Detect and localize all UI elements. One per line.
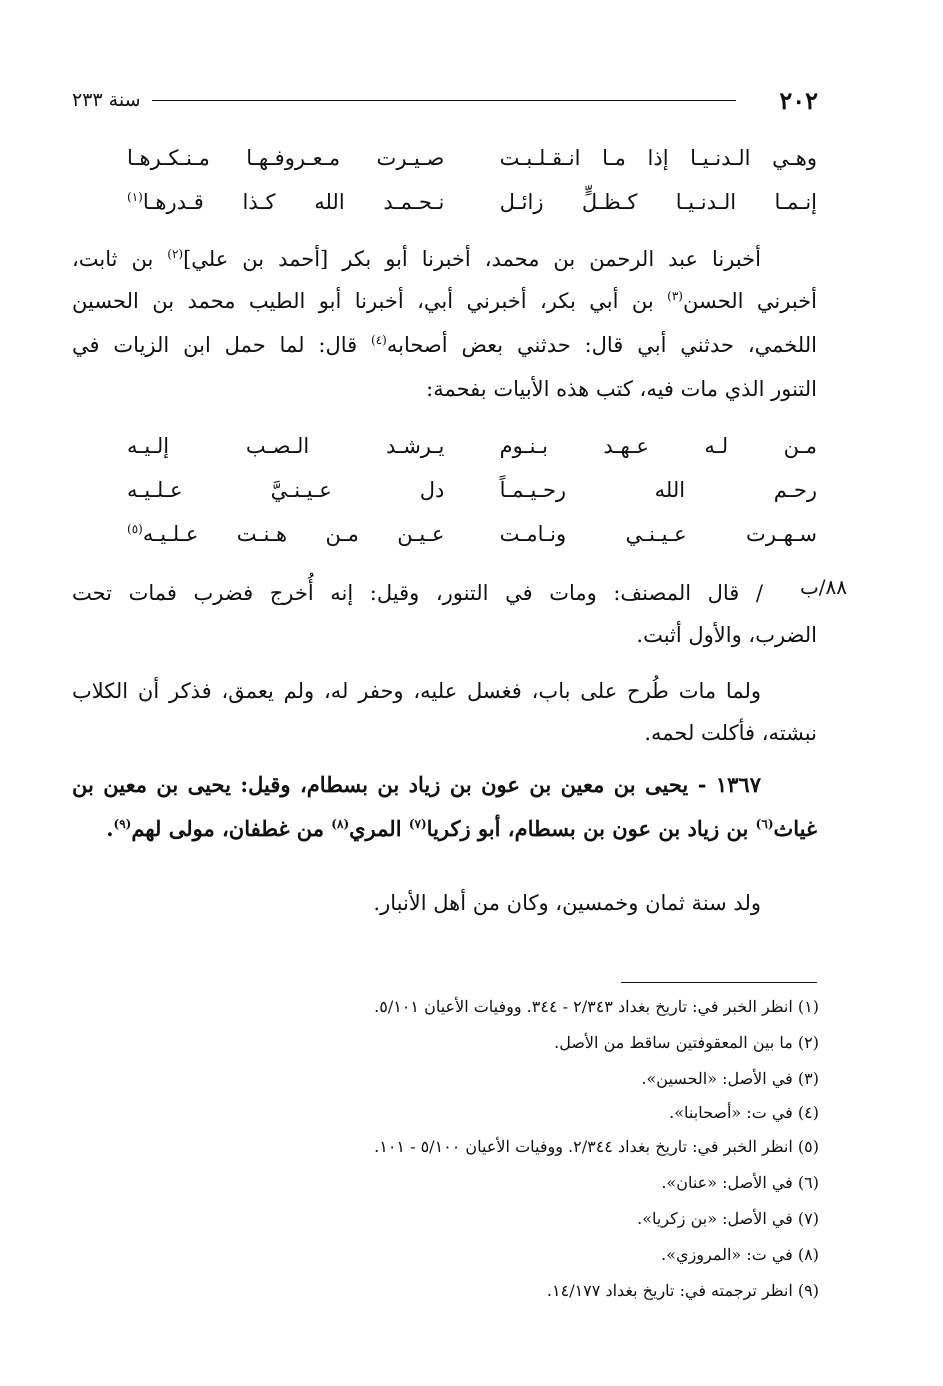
footnote: (٨) في ت: «المروزي». (661, 1245, 819, 1264)
text: التنور الذي مات فيه، كتب هذه الأبيات بفحمة: (426, 377, 817, 401)
verse-hemistich-first: مـن لـه عـهـد بـنـوم (499, 434, 817, 458)
verse-line (127, 190, 817, 224)
verse-hemistich-second (127, 522, 444, 556)
footnote: (٤) في ت: «أصحابنا». (669, 1103, 819, 1122)
text-line: نبشته، فأكلت لحمه. (644, 721, 817, 745)
text: من غطفان، مولى لهم (131, 816, 332, 841)
footnote-marker: (٦) (755, 817, 774, 831)
verse-line (127, 434, 817, 468)
footnote: (٩) انظر ترجمته في: تاريخ بغداد ١٤/١٧٧. (546, 1281, 819, 1300)
footnote-marker: (٨) (331, 817, 350, 831)
running-head: سنة ٢٣٣ (72, 89, 141, 111)
text-line: الضرب، والأول أثبت. (636, 623, 817, 647)
text: بن أبي بكر، أخبرني أبي، أخبرنا أبو الطيب محمد بن الحسين (72, 289, 668, 313)
verse-line (127, 478, 817, 512)
footnote-marker: (٩) (113, 817, 132, 831)
verse-hemistich-second: يـرشـد الـصـب إلـيـه (127, 434, 445, 458)
page-number: ٢٠٢ (779, 85, 818, 115)
footnote: (١) انظر الخبر في: تاريخ بغداد ٢/٣٤٣ - ٣٤٤. ووفيات الأعيان ٥/١٠١. (374, 997, 819, 1016)
biography-heading-cont (72, 814, 817, 844)
footnote-marker: (٢) (167, 247, 184, 261)
text-line: ولد سنة ثمان وخمسين، وكان من أهل الأنبار. (373, 891, 761, 915)
footnote: (٣) في الأصل: «الحسين». (641, 1069, 819, 1088)
text: اللخمي، حدثني أبي قال: حدثني بعض أصحابه (386, 333, 817, 357)
manuscript-folio-ref: ٨٨/ب (799, 575, 847, 599)
text-line (72, 286, 817, 316)
header-rule (152, 100, 736, 101)
text-line (72, 244, 761, 274)
verse-line (127, 146, 817, 180)
verse-line (127, 522, 817, 556)
footnote-marker: (٧) (408, 817, 427, 831)
footnote: (٥) انظر الخبر في: تاريخ بغداد ٢/٣٤٤. ووفيات الأعيان ٥/١٠٠ - ١٠١. (374, 1137, 819, 1156)
biography-heading: ١٣٦٧ - يحيى بن معين بن عون بن زياد بن بسطام، وقيل: يحيى بن معين بن (72, 772, 761, 797)
text: بن ثابت، (72, 247, 168, 271)
text: . (106, 816, 114, 841)
footnote: (٦) في الأصل: «عنان». (661, 1173, 819, 1192)
text: المري (349, 816, 409, 841)
footnote-marker: (٤) (371, 333, 387, 347)
text: أخبرني الحسن (682, 289, 817, 313)
verse-hemistich-first: سـهـرت عـيـنـي ونـامـت (499, 522, 817, 546)
verse-hemistich-second: دل عـيـنـيَّ عـلـيـه (127, 478, 445, 502)
verse-text: نـحـمـد الله كـذا قـدرهـا (142, 190, 445, 214)
verse-hemistich-second (127, 190, 444, 224)
text-line: / قال المصنف: ومات في التنور، وقيل: إنه أُخرج فضرب فمات تحت (72, 581, 763, 605)
text: أخبرنا عبد الرحمن بن محمد، أخبرنا أبو بكر [أحمد بن علي] (183, 247, 761, 271)
verse-hemistich-first: إنـمـا الـدنـيـا كـظـلٍّ زائـل (499, 190, 817, 214)
text: بن زياد بن عون بن بسطام، أبو زكريا (426, 816, 756, 841)
footnote: (٢) ما بين المعقوفتين ساقط من الأصل. (554, 1033, 819, 1052)
footnote: (٧) في الأصل: «بن زكريا». (637, 1209, 819, 1228)
verse-hemistich-first: رحـم الله رحـيـمـاً (499, 478, 817, 502)
footnote-rule (621, 982, 817, 983)
verse-hemistich-first: وهـي الـدنـيـا إذا مـا انـقـلـبـت (499, 146, 817, 170)
footnote-marker: (٥) (127, 522, 143, 536)
text-line (72, 374, 817, 404)
text-line (72, 330, 817, 360)
footnote-marker: (٣) (667, 289, 683, 303)
text: قال: لما حمل ابن الزيات في (72, 333, 372, 357)
text-line: ولما مات طُرح على باب، فغسل عليه، وحفر له، ولم يعمق، فذكر أن الكلاب (72, 679, 761, 703)
verse-text: عـيـن مـن هـنـت عـلـيـه (142, 522, 445, 546)
text: غياث (773, 816, 817, 841)
footnote-marker: (١) (127, 190, 143, 204)
verse-hemistich-second: صـيـرت مـعـروفـهـا مـنـكـرهـا (127, 146, 445, 170)
